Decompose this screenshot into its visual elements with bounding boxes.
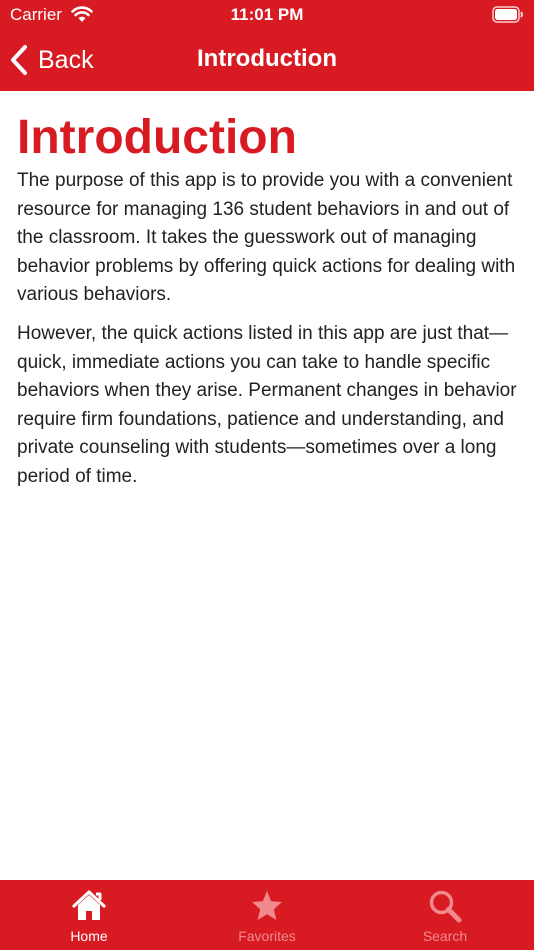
home-icon <box>71 888 107 924</box>
tab-home[interactable] <box>0 880 178 950</box>
tab-label: Favorites <box>238 928 296 944</box>
star-icon <box>249 888 285 924</box>
status-bar <box>0 0 534 30</box>
tab-label: Home <box>70 928 108 944</box>
navigation-bar <box>0 30 534 91</box>
article-heading: Introduction <box>17 111 297 164</box>
article-content[interactable] <box>0 91 534 880</box>
back-button[interactable] <box>8 40 94 80</box>
page-title: Introduction <box>197 45 337 72</box>
chevron-left-icon <box>8 44 30 76</box>
back-label: Back <box>38 46 94 74</box>
carrier-label: Carrier <box>10 5 62 24</box>
article-paragraph: The purpose of this app is to provide you with a convenient resource for managing 136 student behaviors in and out of the classroom. It takes the guesswork out of managing behavior problems by offering quick actions for dealing with various behaviors. <box>17 170 516 306</box>
tab-favorites[interactable] <box>178 880 356 950</box>
tab-search[interactable] <box>356 880 534 950</box>
status-time: 11:01 PM <box>230 5 304 24</box>
tab-label: Search <box>422 928 468 944</box>
tab-bar <box>0 880 534 950</box>
battery-icon <box>492 6 524 23</box>
article-paragraph: However, the quick actions listed in this app are just that—quick, immediate actions you can take to handle specific behaviors when they arise. Permanent changes in behavior require firm foundations, patience and understanding, and private counseling with students—sometimes over a long period of time. <box>17 322 517 487</box>
top-bar <box>0 0 534 91</box>
search-icon <box>427 888 463 924</box>
